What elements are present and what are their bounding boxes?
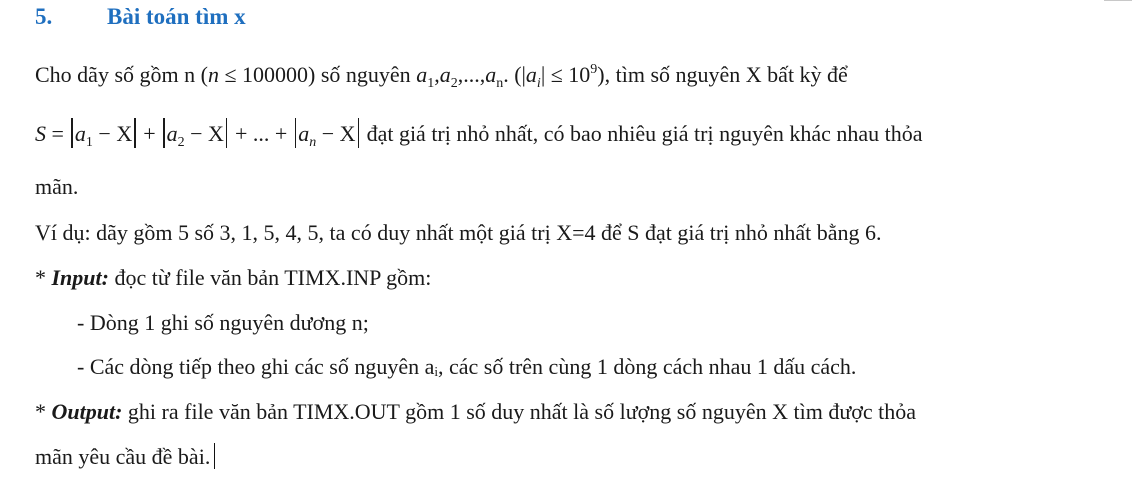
input-item-2: - Các dòng tiếp theo ghi các số nguyên aᵢ, các số trên cùng 1 dòng cách nhau 1 dấu cách. — [77, 354, 857, 379]
abs-bar — [163, 118, 165, 148]
math-var: a — [485, 62, 497, 87]
problem-statement-line-1: Cho dãy số gồm n (n ≤ 100000) số nguyên $a_1,a_2,...,a_n$. $(|a_i| \le 10^9)$, tìm số nguyên X bất kỳ để — [35, 62, 848, 91]
math-sub: 1 — [85, 135, 93, 150]
text-run: . (| — [503, 62, 526, 87]
text-run: ≤ 100000) số nguyên — [218, 62, 417, 87]
abs-bar — [226, 118, 228, 148]
math-op: + — [137, 121, 162, 146]
example-line: Ví dụ: dãy gồm 5 số 3, 1, 5, 4, 5, ta có duy nhất một giá trị X=4 để S đạt giá trị nhỏ nhất bằng 6. — [35, 220, 882, 245]
text-run: đọc từ file văn bản TIMX.INP gồm: — [108, 265, 432, 290]
output-heading — [35, 398, 916, 426]
bullet-star: * — [35, 399, 52, 424]
math-sub: n — [309, 135, 317, 150]
text-run: mãn yêu cầu đề bài. — [35, 444, 211, 469]
math-var: n — [207, 62, 219, 87]
section-title: Bài toán tìm x — [107, 4, 246, 29]
math-var: a — [525, 62, 537, 87]
math-op: = — [46, 121, 70, 146]
abs-bar — [295, 118, 297, 148]
math-var: a — [416, 62, 428, 87]
output-continuation — [35, 443, 215, 471]
text-run: Cho dãy số gồm n ( — [35, 62, 208, 87]
math-var: a — [298, 121, 310, 146]
input-heading — [35, 264, 431, 292]
math-var: a — [74, 121, 86, 146]
text-run: đạt giá trị nhỏ nhất, có bao nhiêu giá trị nguyên khác nhau thỏa — [361, 121, 923, 146]
problem-statement-line-3: mãn. — [35, 174, 79, 199]
input-item-1: - Dòng 1 ghi số nguyên dương n; — [77, 310, 369, 335]
bullet-star: * — [35, 265, 52, 290]
math-term: − X — [184, 121, 224, 146]
page-corner-mark — [1104, 0, 1132, 4]
math-sub: 2 — [450, 76, 458, 91]
math-var: a — [166, 121, 178, 146]
text-run: ), tìm số nguyên X bất kỳ để — [597, 62, 848, 87]
formula-line — [35, 118, 923, 148]
text-cursor[interactable] — [214, 443, 215, 469]
text-run: | ≤ 10 — [540, 62, 591, 87]
math-sup: 9 — [590, 62, 598, 77]
abs-bar — [134, 118, 136, 148]
abs-bar — [358, 118, 360, 148]
math-sub: 2 — [177, 135, 185, 150]
math-var: a — [439, 62, 451, 87]
math-op: + ... + — [229, 121, 293, 146]
math-term: − X — [316, 121, 356, 146]
math-var: S — [35, 121, 46, 146]
section-heading — [35, 4, 246, 30]
text-run: ghi ra file văn bản TIMX.OUT gồm 1 số duy nhất là số lượng số nguyên X tìm được thỏa — [122, 399, 917, 424]
math-dots: ,..., — [457, 62, 486, 87]
abs-bar — [71, 118, 73, 148]
section-number: 5. — [35, 4, 53, 29]
math-sub: 1 — [427, 76, 435, 91]
math-sub: i — [536, 76, 541, 91]
input-label: Input: — [51, 265, 109, 290]
output-label: Output: — [51, 399, 123, 424]
math-sub: n — [496, 76, 504, 91]
math-term: − X — [92, 121, 133, 146]
